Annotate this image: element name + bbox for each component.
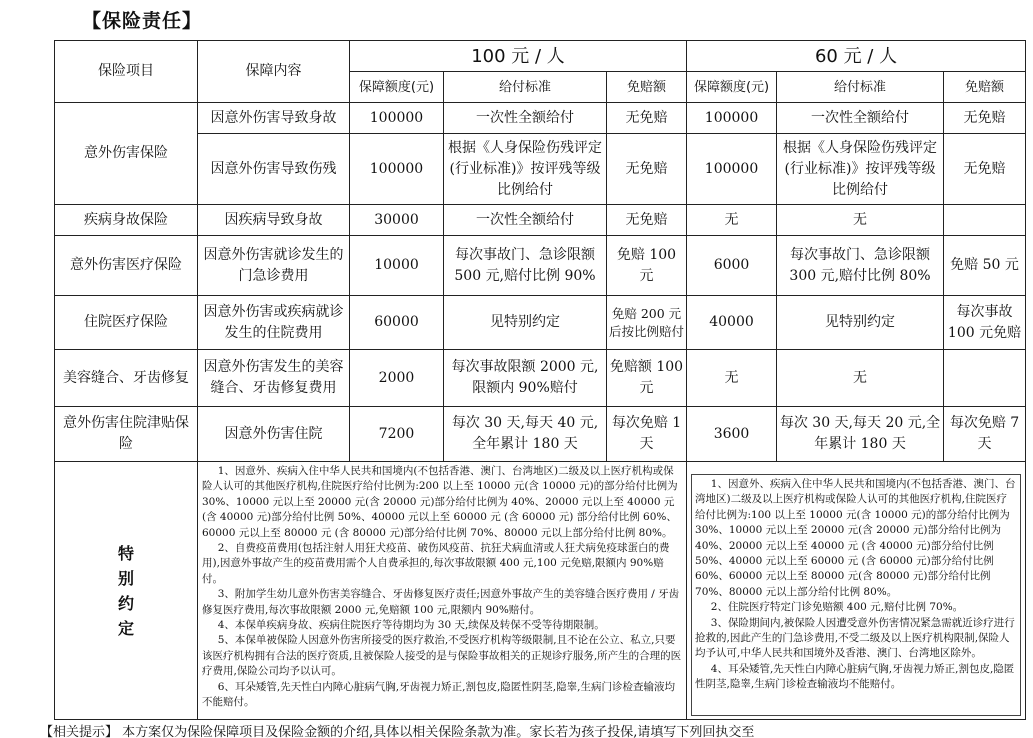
amount-b-cell: 6000 (687, 236, 777, 296)
standard-b-cell: 每次 30 天,每天 20 元,全年累计 180 天 (777, 407, 944, 462)
subheader-amount-b: 保障额度(元) (687, 72, 777, 103)
standard-b-cell: 无 (777, 205, 944, 236)
subheader-amount-a: 保障额度(元) (350, 72, 444, 103)
special-terms-list-b (691, 474, 1021, 716)
special-terms-plan-b (687, 462, 1026, 720)
item-cell: 意外伤害医疗保险 (55, 236, 198, 296)
content-cell: 因意外伤害导致身故 (198, 103, 350, 134)
special-term-item: 3、保险期间内,被保险人因遭受意外伤害情况紧急需就近诊疗进行抢救的,因此产生的门急诊费用,不受二级及以上医疗机构限制,保险人均予认可,中华人民共和国境外及香港、澳门、台湾地区除外。 (695, 616, 1015, 660)
special-term-item: 1、因意外、疾病入住中华人民共和国境内(不包括香港、澳门、台湾地区)二级及以上医疗机构或保险人认可的其他医疗机构,住院医疗给付比例为:100 以上至 10000 元(含 10000 元)的部分给付比例为 30%、10000 元以上至 20000 元(含 20000 元)部分给付比例为 40%、20000 元以上至 40000 元 (含 40000 元)部分给付比例 50%、40000 元以上至 60000 元 (含 60000 元)部分给付比例 60%、60000 元以上至 80000 元(含 80000 元)部分给付比例 70%、80000 元以上部分给付比例 80%。 (695, 478, 1016, 598)
deductible-a-cell: 无免赔 (607, 134, 687, 205)
special-terms-row (55, 462, 1026, 720)
special-terms-label (55, 462, 198, 720)
amount-b-cell: 100000 (687, 134, 777, 205)
deductible-b-cell: 每次免赔 7 天 (944, 407, 1026, 462)
table-row (55, 205, 1026, 236)
content-cell: 因意外伤害住院 (198, 407, 350, 462)
deductible-b-cell: 无免赔 (944, 103, 1026, 134)
deductible-a-cell: 免赔 200 元后按比例赔付 (607, 296, 687, 350)
special-terms-plan-a (198, 462, 687, 720)
amount-a-cell: 10000 (350, 236, 444, 296)
item-cell: 意外伤害保险 (55, 103, 198, 205)
item-cell: 美容缝合、牙齿修复 (55, 350, 198, 407)
standard-a-cell: 根据《人身保险伤残评定(行业标准)》按评残等级比例给付 (444, 134, 607, 205)
amount-b-cell: 无 (687, 205, 777, 236)
special-term-item: 4、本保单疾病身故、疾病住院医疗等待期均为 30 天,续保及转保不受等待期限制。 (217, 619, 605, 632)
table-row (55, 236, 1026, 296)
special-term-item: 2、自费疫苗费用(包括注射人用狂犬疫苗、破伤风疫苗、抗狂犬病血清或人狂犬病免疫球蛋白的费用),因意外事故产生的疫苗费用需个人自费承担的,每次事故限额 400 元,100 元免赔,限额内 90%赔付。 (202, 542, 670, 585)
standard-a-cell: 每次事故门、急诊限额 500 元,赔付比例 90% (444, 236, 607, 296)
amount-a-cell: 60000 (350, 296, 444, 350)
content-cell: 因疾病导致身故 (198, 205, 350, 236)
deductible-b-cell (944, 350, 1026, 407)
standard-a-cell: 每次事故限额 2000 元,限额内 90%赔付 (444, 350, 607, 407)
standard-b-cell: 无 (777, 350, 944, 407)
header-plan-a: 100 元 / 人 (350, 41, 687, 72)
header-item: 保险项目 (55, 41, 198, 103)
amount-a-cell: 100000 (350, 103, 444, 134)
item-cell: 住院医疗保险 (55, 296, 198, 350)
subheader-deductible-b: 免赔额 (944, 72, 1026, 103)
special-term-item: 2、住院医疗特定门诊免赔额 400 元,赔付比例 70%。 (710, 601, 964, 614)
table-row (55, 407, 1026, 462)
amount-a-cell: 7200 (350, 407, 444, 462)
standard-b-cell: 根据《人身保险伤残评定(行业标准)》按评残等级比例给付 (777, 134, 944, 205)
subheader-standard-a: 给付标准 (444, 72, 607, 103)
deductible-a-cell: 每次免赔 1 天 (607, 407, 687, 462)
special-terms-list-a (202, 464, 682, 711)
table-row (55, 350, 1026, 407)
standard-a-cell: 见特别约定 (444, 296, 607, 350)
header-row (55, 41, 1026, 72)
content-cell: 因意外伤害就诊发生的门急诊费用 (198, 236, 350, 296)
deductible-b-cell (944, 205, 1026, 236)
subheader-standard-b: 给付标准 (777, 72, 944, 103)
amount-a-cell: 30000 (350, 205, 444, 236)
deductible-a-cell: 无免赔 (607, 205, 687, 236)
deductible-a-cell: 免赔额 100 元 (607, 350, 687, 407)
header-content: 保障内容 (198, 41, 350, 103)
deductible-b-cell: 无免赔 (944, 134, 1026, 205)
item-cell: 疾病身故保险 (55, 205, 198, 236)
special-term-item: 6、耳朵矮管,先天性白内障心脏病气胸,牙齿视力矫正,割包皮,隐匿性阴茎,隐睾,生病门诊检查输液均不能赔付。 (202, 680, 675, 709)
special-terms-label-text: 特别约定 (117, 543, 134, 638)
content-cell: 因意外伤害导致伤残 (198, 134, 350, 205)
standard-b-cell: 见特别约定 (777, 296, 944, 350)
standard-b-cell: 一次性全额给付 (777, 103, 944, 134)
footer-note: 【相关提示】 本方案仅为保险保障项目及保险金额的介绍,具体以相关保险条款为准。家长若为孩子投保,请填写下列回执交至 (40, 725, 755, 738)
special-term-item: 3、附加学生幼儿意外伤害美容缝合、牙齿修复医疗责任;因意外事故产生的美容缝合医疗费用 / 牙齿修复医疗费用,每次事故限额 2000 元,免赔额 100 元,限额内 90%赔付。 (202, 588, 680, 616)
amount-b-cell: 100000 (687, 103, 777, 134)
table-row (55, 134, 1026, 205)
standard-a-cell: 一次性全额给付 (444, 103, 607, 134)
deductible-b-cell: 免赔 50 元 (944, 236, 1026, 296)
amount-b-cell: 3600 (687, 407, 777, 462)
amount-b-cell: 40000 (687, 296, 777, 350)
content-cell: 因意外伤害或疾病就诊发生的住院费用 (198, 296, 350, 350)
amount-b-cell: 无 (687, 350, 777, 407)
item-cell: 意外伤害住院津贴保 险 (55, 407, 198, 462)
deductible-a-cell: 免赔 100 元 (607, 236, 687, 296)
header-plan-b: 60 元 / 人 (687, 41, 1026, 72)
table-row (55, 103, 1026, 134)
table-row (55, 296, 1026, 350)
content-cell: 因意外伤害发生的美容缝合、牙齿修复费用 (198, 350, 350, 407)
special-term-item: 1、因意外、疾病入住中华人民共和国境内(不包括香港、澳门、台湾地区)二级及以上医疗机构或保险人认可的其他医疗机构,住院医疗给付比例为:200 以上至 10000 元(含 10000 元)的部分给付比例为 30%、10000 元以上至 20000 元(含 20000 元)部分给付比例为 40%、20000 元以上至 40000 元(含 40000 元)部分给付比例 50%、40000 元以上至 60000 元 (含 60000 元) 部分给付比例 60%、60000 元以上至 80000 元 (含 80000 元)部分给付比例 70%、80000 元以上部分给付比例 80%。 (202, 465, 678, 539)
subheader-deductible-a: 免赔额 (607, 72, 687, 103)
section-title: 【保险责任】 (82, 10, 203, 32)
coverage-table (54, 40, 1026, 720)
deductible-a-cell: 无免赔 (607, 103, 687, 134)
amount-a-cell: 2000 (350, 350, 444, 407)
amount-a-cell: 100000 (350, 134, 444, 205)
standard-a-cell: 一次性全额给付 (444, 205, 607, 236)
special-term-item: 4、耳朵矮管,先天性白内障心脏病气胸,牙齿视力矫正,割包皮,隐匿性阴茎,隐睾,生病门诊检查输液均不能赔付。 (695, 662, 1015, 691)
standard-b-cell: 每次事故门、急诊限额 300 元,赔付比例 80% (777, 236, 944, 296)
special-term-item: 5、本保单被保险人因意外伤害所接受的医疗救治,不受医疗机构等级限制,且不论在公立、私立,只要该医疗机构拥有合法的医疗资质,且被保险人接受的是与保险事故相关的正规诊疗服务,所产生的合理的医疗费用,保险公司均予以认可。 (202, 634, 682, 678)
deductible-b-cell: 每次事故 100 元免赔 (944, 296, 1026, 350)
standard-a-cell: 每次 30 天,每天 40 元,全年累计 180 天 (444, 407, 607, 462)
